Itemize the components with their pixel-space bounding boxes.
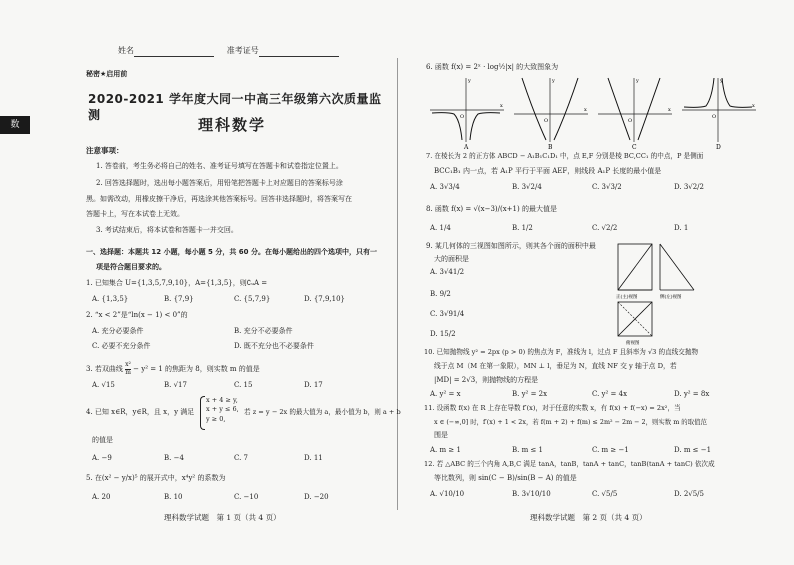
q2-option-d: D. 既不充分也不必要条件 (234, 342, 314, 350)
q2-option-c: C. 必要不充分条件 (92, 342, 151, 350)
q12-option-d: D. 2√5/5 (674, 490, 704, 498)
q6-label-a: A (464, 144, 469, 150)
q4-option-c: C. 7 (234, 454, 249, 462)
notice-item: 1. 答卷前，考生务必将自己的姓名、准考证号填写在答题卡和试卷指定位置上。 (96, 162, 343, 170)
svg-text:x: x (752, 103, 755, 109)
q11-option-b: B. m ≤ 1 (512, 446, 544, 454)
q8-stem: 8. 函数 f(x) = √(x−3)/(x+1) 的最大值是 (426, 205, 557, 213)
q1-option-d: D. {7,9,10} (304, 295, 345, 303)
q10-line1: 10. 已知抛物线 y² = 2px (p > 0) 的焦点为 F，准线为 l，过点 F 且斜率为 √3 的直线交抛物 (424, 348, 699, 356)
q7-option-d: D. 3√2/2 (674, 183, 704, 191)
footer-left: 理科数学试题 第 1 页（共 4 页） (164, 513, 281, 522)
q6-graph-a (430, 78, 504, 150)
q2-option-b: B. 充分不必要条件 (234, 327, 293, 335)
q9-top-view (618, 302, 652, 346)
column-divider (397, 58, 398, 510)
q5-option-d: D. −20 (304, 493, 329, 501)
q4-stem-mid: 若 z = y − 2x 的最大值为 a，最小值为 b，则 a + b (244, 408, 401, 416)
q8-option-d: D. 1 (674, 224, 689, 232)
q3-option-c: C. 15 (234, 381, 253, 389)
subject-title: 理科数学 (198, 116, 267, 134)
svg-text:x: x (668, 107, 671, 113)
q4-brace (200, 396, 205, 430)
q9-top-caption: 俯视图 (626, 341, 640, 346)
q9-side-view (660, 244, 694, 300)
q9-three-views (614, 242, 724, 346)
q5-option-c: C. −10 (234, 493, 259, 501)
q3-stem-start: 3. 若双曲线 (86, 365, 123, 374)
section-heading-cont: 项是符合题目要求的。 (96, 263, 166, 271)
exam-title: 2020-2021 学年度大同一中高三年级第六次质量监测 (88, 92, 382, 123)
svg-text:O: O (712, 114, 717, 120)
q6-label-b: B (548, 144, 553, 150)
svg-text:y: y (720, 78, 723, 84)
candidate-info (118, 46, 339, 57)
q8-option-c: C. √2/2 (592, 224, 618, 232)
notice-heading: 注意事项： (86, 146, 124, 155)
svg-text:x: x (584, 107, 587, 113)
notice-item: 黑。如需改动，用橡皮擦干净后，再选涂其他答案标号。回答非选择题时，将答案写在 (86, 195, 352, 203)
q4-option-d: D. 11 (304, 454, 323, 462)
q1-option-b: B. {7,9} (164, 295, 194, 303)
q2-stem: 2. “x < 2”是“ln(x − 1) < 0”的 (86, 311, 188, 319)
q4-system (206, 396, 239, 424)
q4-option-b: B. −4 (164, 454, 184, 462)
q12-line2: 等比数列，则 sin(C − B)/sin(B − A) 的值是 (434, 474, 577, 482)
q7-line2: BCC₁B₁ 内一点，若 A₁P 平行于平面 AEF，则线段 A₁P 长度的最小值是 (434, 167, 662, 175)
svg-text:O: O (544, 118, 549, 124)
q12-option-b: B. 3√10/10 (512, 490, 551, 498)
q11-line1: 11. 设函数 f(x) 在 R 上存在导数 f′(x)，对于任意的实数 x，有 f(x) + f(−x) = 2x²，当 (424, 404, 681, 412)
svg-text:O: O (628, 118, 633, 124)
q3-option-b: B. √17 (164, 381, 187, 389)
q10-line3: |MD| = 2√3，则抛物线的方程是 (434, 376, 539, 384)
q1-option-a: A. {1,3,5} (92, 295, 129, 303)
q9-front-view (616, 244, 652, 300)
q3-stem (86, 362, 260, 376)
q12-option-c: C. √5/5 (592, 490, 618, 498)
q6-label-d: D (716, 144, 721, 150)
q10-line2: 线于点 M（M 在第一象限），MN ⊥ l，垂足为 N，直线 NF 交 y 轴于点 D，若 (434, 362, 677, 370)
notice-item: 答题卡上，写在本试卷上无效。 (86, 210, 184, 218)
q8-option-a: A. 1/4 (430, 224, 451, 232)
q9-option-b: B. 9/2 (430, 290, 451, 298)
q10-option-a: A. y² = x (430, 390, 461, 398)
q3-fraction (125, 362, 131, 376)
subject-side-tab: 数 (0, 116, 30, 134)
q4-stem-start: 4. 已知 x∈R，y∈R，且 x，y 满足 (86, 408, 195, 416)
q9-option-c: C. 3√91/4 (430, 310, 465, 318)
q6-graph-d (682, 78, 756, 150)
q1-stem: 1. 已知集合 U={1,3,5,7,9,10}，A={1,3,5}，则∁ᵤA = (86, 279, 268, 287)
q10-option-c: C. y² = 4x (592, 390, 628, 398)
q9-option-a: A. 3√41/2 (430, 268, 465, 276)
q3-option-a: A. √15 (92, 381, 115, 389)
q1-option-c: C. {5,7,9} (234, 295, 271, 303)
q8-option-b: B. 1/2 (512, 224, 533, 232)
q6-graph-b (514, 78, 588, 150)
q3-option-d: D. 17 (304, 381, 323, 389)
q9-front-caption: 正(主)视图 (616, 295, 638, 300)
name-blank (134, 48, 214, 57)
notice-item: 3. 考试结束后，将本试卷和答题卡一并交回。 (96, 226, 238, 234)
name-label: 姓名 (118, 46, 134, 55)
q3-stem-end: − y² = 1 的焦距为 8，则实数 m 的值是 (133, 365, 260, 374)
q9-line2: 大的面积是 (434, 255, 469, 263)
q2-option-a: A. 充分必要条件 (92, 327, 144, 335)
q4-stem-end: 的值是 (92, 436, 113, 444)
q5-option-a: A. 20 (92, 493, 111, 501)
q11-option-d: D. m ≤ −1 (674, 446, 712, 454)
svg-text:y: y (636, 78, 639, 84)
exam-id-blank (259, 48, 339, 57)
q9-option-d: D. 15/2 (430, 330, 456, 338)
q11-option-c: C. m ≥ −1 (592, 446, 629, 454)
q6-label-c: C (632, 144, 637, 150)
q7-option-b: B. 3√2/4 (512, 183, 542, 191)
q11-option-a: A. m ≥ 1 (430, 446, 461, 454)
svg-text:O: O (460, 114, 465, 120)
q3-frac-den: m (125, 368, 131, 376)
q5-option-b: B. 10 (164, 493, 183, 501)
q9-side-caption: 侧(左)视图 (660, 295, 682, 300)
q12-option-a: A. √10/10 (430, 490, 465, 498)
q7-option-a: A. 3√3/4 (430, 183, 460, 191)
svg-text:x: x (500, 103, 503, 109)
notice-item: 2. 回答选择题时，选出每小题答案后，用铅笔把答题卡上对应题目的答案标号涂 (96, 179, 343, 187)
exam-id-label: 准考证号 (226, 46, 259, 55)
q6-graph-c (598, 78, 672, 150)
q10-option-d: D. y² = 8x (674, 390, 710, 398)
svg-text:y: y (552, 78, 555, 84)
q11-line2: x ∈ (−∞,0] 时，f′(x) + 1 < 2x，若 f(m + 2) + f(m) ≤ 2m² − 2m − 2，则实数 m 的取值范 (434, 418, 707, 426)
q4-constraint: x + 4 ≥ y, (206, 396, 238, 404)
q4-constraint: y ≥ 0, (206, 414, 226, 423)
q6-stem: 6. 函数 f(x) = 2ˣ · log½|x| 的大致图象为 (426, 63, 559, 71)
footer-right: 理科数学试题 第 2 页（共 4 页） (530, 513, 647, 522)
svg-text:y: y (468, 78, 471, 84)
secret-mark: 秘密★启用前 (86, 70, 128, 78)
q11-line3: 围是 (434, 431, 448, 439)
q12-line1: 12. 若 △ABC 的三个内角 A,B,C 满足 tanA，tanB，tanA + tanC，tanB(tanA + tanC) 依次成 (424, 460, 715, 468)
q10-option-b: B. y² = 2x (512, 390, 548, 398)
q5-stem: 5. 在(x² − y/x)⁵ 的展开式中，x⁴y² 的系数为 (86, 474, 226, 482)
q7-line1: 7. 在棱长为 2 的正方体 ABCD − A₁B₁C₁D₁ 中，点 E,F 分别是棱 BC,CC₁ 的中点，P 是侧面 (426, 152, 704, 160)
section-heading: 一、选择题：本题共 12 小题，每小题 5 分，共 60 分。在每小题给出的四个选项中，只有一 (86, 248, 377, 256)
q9-line1: 9. 某几何体的三视图如图所示，则其各个面的面积中最 (426, 242, 596, 250)
q3-frac-num: x² (125, 361, 131, 368)
q6-graph-options (428, 74, 758, 150)
q4-option-a: A. −9 (92, 454, 112, 462)
q7-option-c: C. 3√3/2 (592, 183, 622, 191)
q4-constraint: x + y ≤ 6, (206, 405, 239, 414)
